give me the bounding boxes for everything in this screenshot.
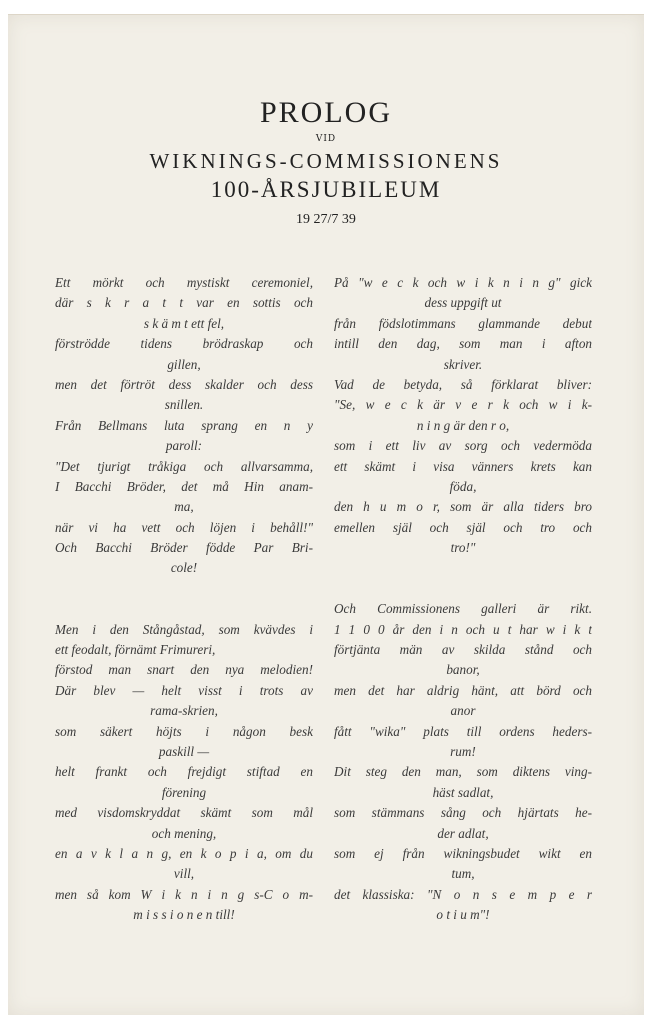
poem-line: Från Bellmans luta sprang en n y: [55, 417, 313, 433]
subtitle-commission: WIKNINGS-COMMISSIONENS: [149, 149, 503, 173]
poem-line: tum,: [451, 866, 475, 882]
event-date: 19 27/7 39: [296, 212, 356, 227]
poem-line: rum!: [450, 743, 476, 759]
poem-line: gillen,: [167, 356, 201, 372]
poem-line: skriver.: [443, 356, 483, 372]
stanza-break: [334, 579, 592, 599]
poem-line: s k ä m t ett fel,: [143, 315, 225, 331]
poem-line: tro!": [450, 540, 476, 556]
poem-line: Där blev — helt visst i trots av: [55, 682, 313, 698]
poem-line: ett feodalt, förnämt Frimureri,: [55, 642, 216, 658]
poem-line: men det förtröt dess skalder och dess: [55, 376, 313, 392]
document-page: [8, 14, 644, 1015]
poem-line: "Det tjurigt tråkiga och allvarsamma,: [55, 458, 313, 474]
poem-line: m i s s i o n e n till!: [133, 907, 235, 923]
poem-line: häst sadlat,: [432, 784, 494, 800]
poem-line: paskill —: [158, 743, 210, 759]
poem-line: Och Commissionens galleri är rikt.: [334, 601, 592, 617]
poem-line: där s k r a t t var en sottis och: [55, 295, 313, 311]
poem-line: banor,: [446, 662, 480, 678]
stanza-break: [334, 558, 592, 578]
poem-column-left: [55, 273, 313, 926]
poem-line: snillen.: [164, 397, 204, 413]
poem-line: föda,: [449, 478, 477, 494]
poem-line: från födslotimmans glammande debut: [334, 315, 592, 331]
stanza-break: [55, 599, 313, 619]
poem-line: paroll:: [165, 438, 203, 454]
poem-line: o t i u m"!: [436, 907, 490, 923]
poem-line: dess uppgift ut: [424, 295, 502, 311]
poem-line: en a v k l a n g, en k o p i a, om du: [55, 845, 313, 861]
poem-line: och mening,: [151, 825, 217, 841]
subtitle-jubilee: 100-ÅRSJUBILEUM: [210, 177, 442, 202]
poem-line: det klassiska: "N o n s e m p e r: [334, 886, 592, 902]
poem-line: den h u m o r, som är alla tiders bro: [334, 499, 592, 515]
stanza-break: [55, 579, 313, 599]
document-header: [8, 95, 644, 231]
poem-line: vill,: [173, 866, 195, 882]
poem-line: "Se, w e c k är v e r k och w i k-: [334, 397, 592, 413]
poem-line: förstod man snart den nya melodien!: [55, 662, 313, 678]
poem-line: Och Bacchi Bröder födde Par Bri-: [55, 540, 313, 556]
poem-line: Dit steg den man, som diktens ving-: [334, 764, 592, 780]
poem-line: Men i den Stångåstad, som kvävdes i: [55, 621, 313, 637]
poem-line: förtjänta män av skilda stånd och: [334, 642, 592, 658]
poem-line: som stämmans sång och hjärtats he-: [334, 805, 592, 821]
poem-line: På "w e c k och w i k n i n g" gick: [334, 275, 592, 290]
poem-column-right: [334, 273, 592, 926]
poem-line: förening: [161, 784, 207, 800]
poem-line: som ej från wikningsbudet wikt en: [334, 845, 592, 861]
poem-line: 1 1 0 0 år den i n och u t har w i k t: [334, 621, 592, 637]
poem-line: intill den dag, som man i afton: [334, 336, 592, 352]
poem-line: förströdde tidens brödraskap och: [55, 336, 313, 352]
poem-line: fått "wika" plats till ordens heders-: [334, 723, 592, 739]
poem-line: Ett mörkt och mystiskt ceremoniel,: [55, 275, 313, 290]
poem-line: ma,: [174, 499, 194, 515]
poem-line: der adlat,: [437, 825, 489, 841]
poem-line: I Bacchi Bröder, det må Hin anam-: [55, 478, 313, 494]
poem-line: anor: [450, 703, 476, 719]
poem-line: ett skämt i visa vänners krets kan: [334, 458, 592, 474]
poem-line: helt frankt och frejdigt stiftad en: [55, 764, 313, 780]
poem-line: rama-skrien,: [150, 703, 218, 719]
poem-line: när vi ha vett och löjen i behåll!": [55, 519, 313, 535]
poem-line: som säkert höjts i någon besk: [55, 723, 313, 739]
title-connector: VID: [315, 134, 337, 144]
poem-line: cole!: [170, 560, 198, 576]
poem-line: n i n g är den r o,: [416, 417, 510, 433]
poem-line: som i ett liv av sorg och vedermöda: [334, 438, 592, 454]
document-title: PROLOG: [259, 96, 392, 129]
poem-line: med visdomskryddat skämt som mål: [55, 805, 313, 821]
poem-line: Vad de betyda, så förklarat bliver:: [334, 376, 592, 392]
poem-line: men det har aldrig hänt, att börd och: [334, 682, 592, 698]
poem-line: men så kom W i k n i n g s-C o m-: [55, 886, 313, 902]
poem-line: emellen själ och själ och tro och: [334, 519, 592, 535]
